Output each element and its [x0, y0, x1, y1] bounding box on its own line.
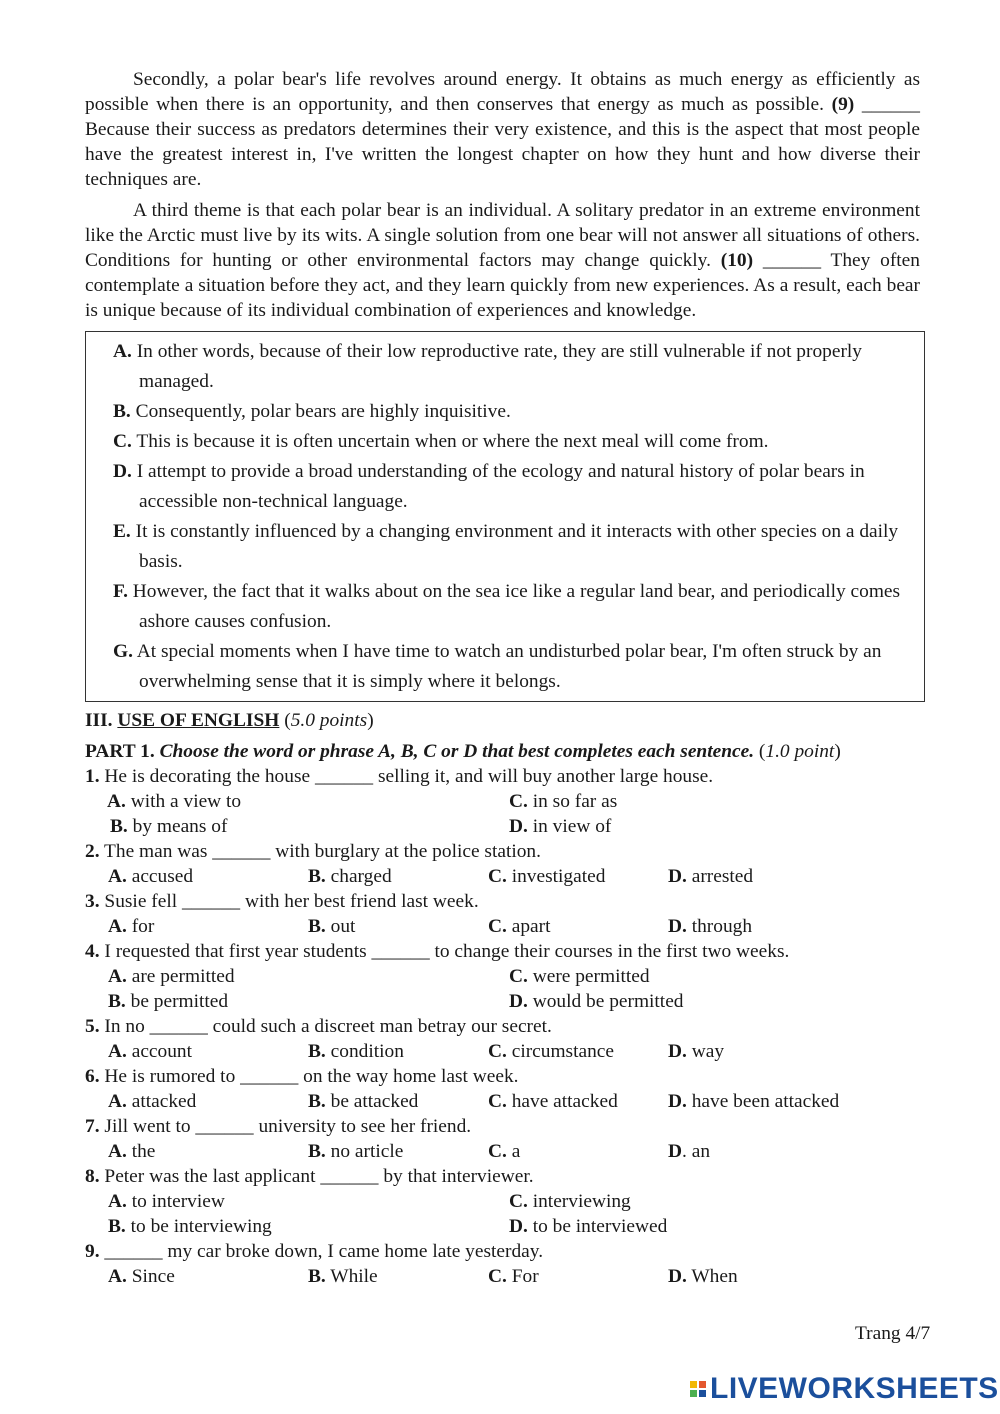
answer-b[interactable] — [308, 1264, 488, 1289]
option-text: At special moments when I have time to watch an undisturbed polar bear, I'm often struck by an overwhelming sense that it is simply where it belongs. — [136, 641, 882, 692]
question-number: 6. — [85, 1066, 100, 1087]
answer-letter: B. — [110, 816, 128, 837]
question-3 — [85, 889, 920, 914]
answer-letter: A. — [108, 1191, 127, 1212]
option-f — [113, 577, 916, 637]
answer-a[interactable] — [108, 1264, 308, 1289]
option-text: It is constantly influenced by a changing environment and it interacts with other species on a daily basis. — [135, 521, 899, 572]
answer-text: attacked — [131, 1091, 197, 1112]
answer-text: condition — [330, 1041, 404, 1062]
answer-d[interactable] — [668, 864, 753, 889]
option-letter: B. — [113, 401, 131, 422]
answer-letter: B. — [308, 866, 326, 887]
question-number: 7. — [85, 1116, 100, 1137]
answer-letter: D. — [668, 1091, 687, 1112]
part-instruction: Choose the word or phrase A, B, C or D that best completes each sentence. — [159, 741, 755, 762]
answer-text: be permitted — [130, 991, 229, 1012]
question-number: 5. — [85, 1016, 100, 1037]
answer-letter: C. — [509, 966, 528, 987]
answer-text: For — [511, 1266, 539, 1287]
option-d — [113, 457, 916, 517]
answer-a[interactable] — [108, 1139, 308, 1164]
logo-text: LIVEWORKSHEETS — [710, 1372, 999, 1405]
answer-text: have been attacked — [691, 1091, 840, 1112]
answer-text: arrested — [691, 866, 754, 887]
question-5 — [85, 1014, 920, 1039]
answer-text: circumstance — [511, 1041, 615, 1062]
answer-letter: C. — [488, 916, 507, 937]
gap-9-number: (9) — [831, 94, 855, 115]
answer-text: to interview — [131, 1191, 225, 1212]
section-points: (5.0 points) — [284, 710, 374, 731]
answer-letter: D. — [668, 866, 687, 887]
answer-text: by means of — [132, 816, 228, 837]
answer-letter: D. — [668, 916, 687, 937]
answer-letter: A. — [108, 1091, 127, 1112]
worksheet-page — [85, 67, 920, 1289]
question-stem: He is rumored to ______ on the way home last week. — [104, 1066, 519, 1087]
answer-letter: A. — [108, 866, 127, 887]
answer-text: a — [511, 1141, 521, 1162]
answer-b[interactable] — [308, 1039, 488, 1064]
answer-b[interactable] — [308, 864, 488, 889]
answer-b[interactable] — [110, 814, 509, 839]
answer-d[interactable] — [668, 1039, 724, 1064]
answer-letter: A. — [108, 916, 127, 937]
answer-d[interactable] — [509, 814, 611, 839]
answer-letter: C. — [509, 1191, 528, 1212]
option-text: I attempt to provide a broad understanding of the ecology and natural history of polar bears in accessible non-technical language. — [136, 461, 865, 512]
answer-text: an — [691, 1141, 711, 1162]
answer-text: When — [691, 1266, 738, 1287]
answer-d[interactable] — [668, 1089, 839, 1114]
option-b — [113, 397, 916, 427]
part-label: PART 1. — [85, 741, 155, 762]
p2-text-a: A third theme is that each polar bear is an individual. A solitary predator in an extreme environment like the Arctic must live by its wits. A single solution from one bear will not answer all situations of others. Conditions for hunting or other environmental factors may change quickly. — [85, 200, 920, 271]
option-g — [113, 637, 916, 697]
p2-text-b: ______ They often contemplate a situation before they act, and they learn quickly from new experiences. As a result, each bear is unique because of its individual combination of experiences and knowledge. — [85, 250, 920, 321]
question-number: 8. — [85, 1166, 100, 1187]
answer-text: While — [330, 1266, 378, 1287]
answer-a[interactable] — [108, 1039, 308, 1064]
answer-text: to be interviewed — [532, 1216, 668, 1237]
answer-a[interactable] — [107, 789, 509, 814]
answer-letter: D. — [509, 991, 528, 1012]
answer-letter: A. — [108, 1041, 127, 1062]
answer-text: account — [131, 1041, 193, 1062]
p1-text-a: Secondly, a polar bear's life revolves around energy. It obtains as much energy as efficiently as possible when there is an opportunity, and then conserves that energy as much as possible. — [85, 69, 920, 115]
answer-letter: D — [668, 1141, 683, 1162]
answer-d[interactable] — [509, 1214, 667, 1239]
answer-d[interactable]: D. an — [668, 1141, 711, 1162]
question-6 — [85, 1064, 920, 1089]
answer-a[interactable] — [108, 864, 308, 889]
answer-b[interactable] — [108, 1214, 509, 1239]
question-stem: I requested that first year students ______ to change their courses in the first two weeks. — [104, 941, 790, 962]
answer-text: through — [691, 916, 753, 937]
option-text: In other words, because of their low reproductive rate, they are still vulnerable if not properly managed. — [136, 341, 862, 392]
answer-letter: C. — [509, 791, 528, 812]
answer-c[interactable] — [488, 1139, 668, 1164]
answer-b[interactable] — [308, 1139, 488, 1164]
answer-text: investigated — [511, 866, 606, 887]
answer-letter: A. — [107, 791, 126, 812]
part-1-heading — [85, 739, 920, 764]
section-heading — [85, 708, 920, 733]
answer-a[interactable] — [108, 964, 509, 989]
answer-c[interactable] — [488, 1089, 668, 1114]
page-number: Trang 4/7 — [855, 1323, 931, 1344]
answer-d[interactable] — [668, 914, 752, 939]
liveworksheets-logo[interactable] — [690, 1371, 999, 1407]
question-number: 1. — [85, 766, 100, 787]
option-letter: F. — [113, 581, 128, 602]
answer-text: for — [131, 916, 155, 937]
answer-letter: B. — [108, 1216, 126, 1237]
answer-text: were permitted — [532, 966, 650, 987]
answer-a[interactable] — [108, 1189, 509, 1214]
answer-letter: A. — [108, 1141, 127, 1162]
answer-c[interactable] — [509, 789, 617, 814]
answer-letter: C. — [488, 1091, 507, 1112]
answer-letter: C. — [488, 1141, 507, 1162]
answer-b[interactable] — [108, 989, 509, 1014]
answer-d[interactable] — [509, 989, 684, 1014]
answer-text: out — [330, 916, 356, 937]
answer-c[interactable] — [488, 1039, 668, 1064]
answer-text: be attacked — [330, 1091, 419, 1112]
answer-letter: B. — [308, 1141, 326, 1162]
answer-a[interactable] — [108, 1089, 308, 1114]
option-letter: G. — [113, 641, 133, 662]
question-stem: In no ______ could such a discreet man betray our secret. — [104, 1016, 552, 1037]
question-number: 4. — [85, 941, 100, 962]
section-title: USE OF ENGLISH — [117, 710, 280, 731]
question-stem: Susie fell ______ with her best friend last week. — [104, 891, 479, 912]
option-e — [113, 517, 916, 577]
answer-letter: B. — [308, 1091, 326, 1112]
answer-text: apart — [511, 916, 551, 937]
question-4 — [85, 939, 920, 964]
question-8 — [85, 1164, 920, 1189]
answer-c[interactable] — [509, 1189, 631, 1214]
option-text: Consequently, polar bears are highly inquisitive. — [135, 401, 511, 422]
answer-letter: B. — [108, 991, 126, 1012]
answer-b[interactable] — [308, 1089, 488, 1114]
answer-letter: A. — [108, 966, 127, 987]
question-stem: ______ my car broke down, I came home late yesterday. — [104, 1241, 544, 1262]
answer-d[interactable] — [668, 1264, 738, 1289]
answer-text: Since — [131, 1266, 175, 1287]
answer-letter: D. — [668, 1266, 687, 1287]
liveworksheets-logo-icon — [690, 1381, 706, 1397]
gap-10-number: (10) — [720, 250, 754, 271]
answer-text: to be interviewing — [130, 1216, 272, 1237]
answer-text: charged — [330, 866, 392, 887]
question-stem: The man was ______ with burglary at the police station. — [104, 841, 541, 862]
answer-c[interactable] — [488, 1264, 668, 1289]
option-letter: E. — [113, 521, 131, 542]
passage-paragraph-1 — [85, 67, 920, 192]
answer-letter: D. — [509, 816, 528, 837]
answer-letter: C. — [488, 866, 507, 887]
question-number: 9. — [85, 1241, 100, 1262]
question-number: 2. — [85, 841, 100, 862]
option-letter: C. — [113, 431, 132, 452]
option-letter: D. — [113, 461, 132, 482]
option-a — [113, 337, 916, 397]
answer-letter: D. — [668, 1041, 687, 1062]
answer-text: in so far as — [532, 791, 618, 812]
question-number: 3. — [85, 891, 100, 912]
answer-letter: A. — [108, 1266, 127, 1287]
question-stem: Peter was the last applicant ______ by that interviewer. — [104, 1166, 534, 1187]
answer-text: in view of — [532, 816, 612, 837]
answer-c[interactable] — [488, 914, 668, 939]
answer-text: are permitted — [131, 966, 235, 987]
option-text: This is because it is often uncertain when or where the next meal will come from. — [136, 431, 769, 452]
question-1 — [85, 764, 920, 789]
answer-a[interactable] — [108, 914, 308, 939]
answer-text: with a view to — [130, 791, 242, 812]
answer-letter: B. — [308, 1041, 326, 1062]
question-2 — [85, 839, 920, 864]
answer-text: the — [131, 1141, 156, 1162]
option-text: However, the fact that it walks about on the sea ice like a regular land bear, and periodically comes ashore causes confusion. — [132, 581, 901, 632]
answer-c[interactable] — [488, 864, 668, 889]
answer-c[interactable] — [509, 964, 650, 989]
answer-letter: D. — [509, 1216, 528, 1237]
answer-letter: B. — [308, 1266, 326, 1287]
answer-text: have attacked — [511, 1091, 618, 1112]
sentence-options-box — [85, 331, 925, 702]
question-stem: He is decorating the house ______ selling it, and will buy another large house. — [104, 766, 714, 787]
answer-text: no article — [330, 1141, 404, 1162]
question-7 — [85, 1114, 920, 1139]
answer-letter: C. — [488, 1266, 507, 1287]
option-c — [113, 427, 916, 457]
answer-text: would be permitted — [532, 991, 684, 1012]
passage-paragraph-2 — [85, 198, 920, 323]
answer-text: interviewing — [532, 1191, 631, 1212]
answer-text: accused — [131, 866, 194, 887]
part-points: (1.0 point) — [758, 741, 841, 762]
section-number: III. — [85, 710, 113, 731]
option-letter: A. — [113, 341, 132, 362]
answer-letter: C. — [488, 1041, 507, 1062]
question-9 — [85, 1239, 920, 1264]
answer-b[interactable] — [308, 914, 488, 939]
answer-letter: B. — [308, 916, 326, 937]
question-stem: Jill went to ______ university to see her friend. — [104, 1116, 472, 1137]
p1-text-b: ______ Because their success as predators determines their very existence, and this is the aspect that most people have the greatest interest in, I've written the longest chapter on how they hunt and how diverse their techniques are. — [85, 94, 920, 190]
answer-text: way — [691, 1041, 725, 1062]
